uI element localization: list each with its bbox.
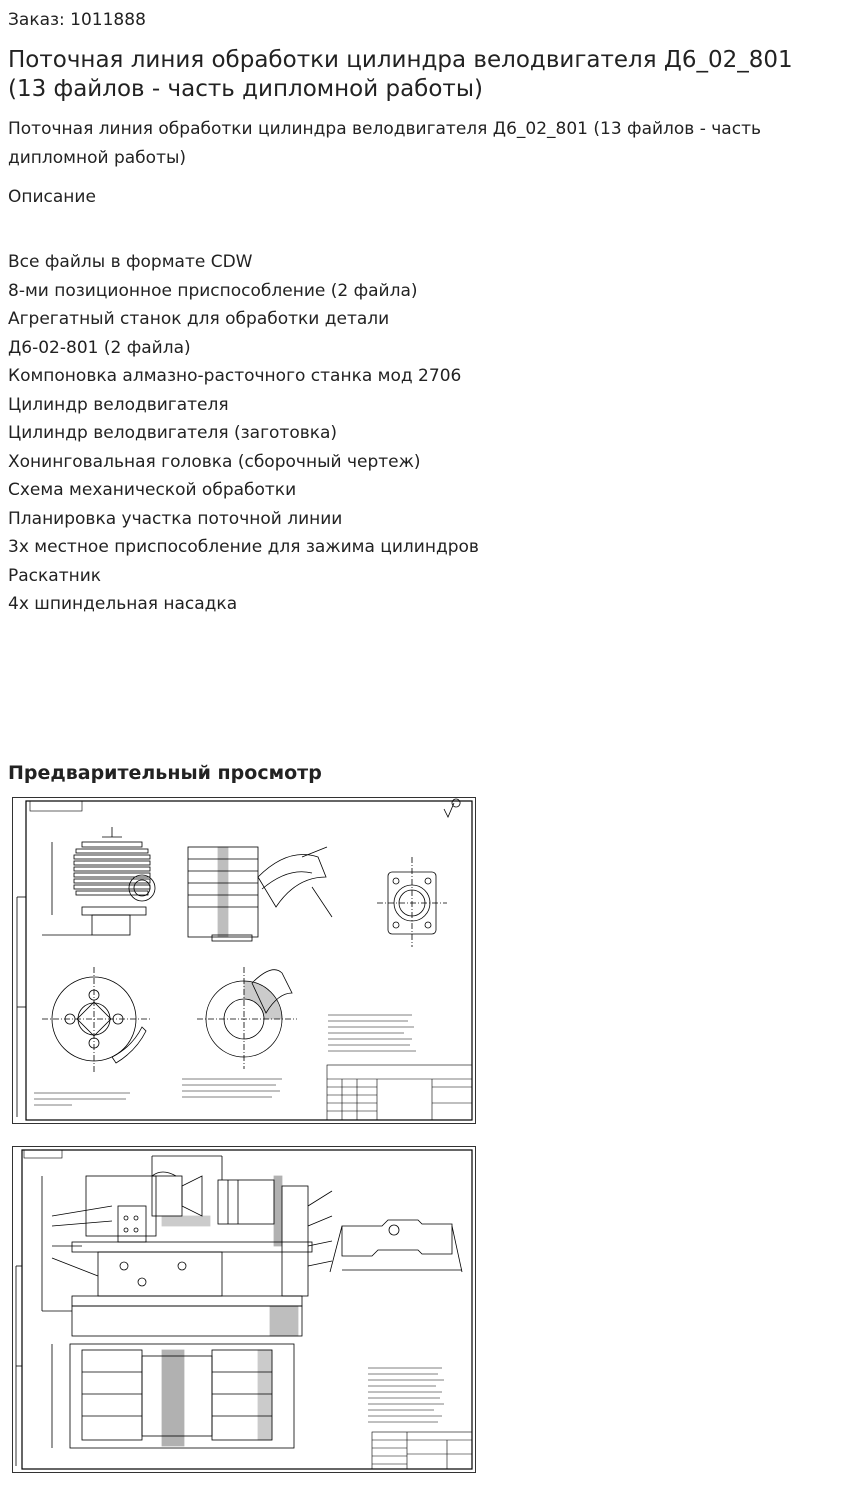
list-item: Планировка участка поточной линии xyxy=(8,508,343,529)
list-item: 3х местное приспособление для зажима цилиндров xyxy=(8,537,479,557)
list-item: Хонинговальная головка (сборочный чертеж) xyxy=(8,451,421,472)
description-heading: Описание xyxy=(8,187,96,207)
cylinder-drawing-thumbnail[interactable] xyxy=(12,797,476,1124)
list-item: 4х шпиндельная насадка xyxy=(8,594,238,614)
machine-assembly-drawing-thumbnail[interactable] xyxy=(12,1146,476,1473)
page-title: Поточная линия обработки цилиндра велодвигателя Д6_02_801 (13 файлов - часть дипломной работы) xyxy=(8,47,793,102)
list-item: Д6-02-801 (2 файла) xyxy=(8,337,191,358)
list-item: Цилиндр велодвигателя (заготовка) xyxy=(8,423,338,443)
list-item: Цилиндр велодвигателя xyxy=(8,394,229,415)
file-list xyxy=(8,248,479,619)
page-subtitle: Поточная линия обработки цилиндра велодвигателя Д6_02_801 (13 файлов - часть дипломной работы) xyxy=(8,119,761,168)
list-item: Компоновка алмазно-расточного станка мод 2706 xyxy=(8,366,462,386)
list-item: Агрегатный станок для обработки детали xyxy=(8,309,390,329)
list-item: 8-ми позиционное приспособление (2 файла) xyxy=(8,280,418,301)
preview-heading: Предварительный просмотр xyxy=(8,762,322,784)
list-item: Схема механической обработки xyxy=(8,480,297,500)
list-item: Раскатник xyxy=(8,565,102,586)
list-item: Все файлы в формате CDW xyxy=(8,252,253,272)
order-number: Заказ: 1011888 xyxy=(8,10,146,30)
